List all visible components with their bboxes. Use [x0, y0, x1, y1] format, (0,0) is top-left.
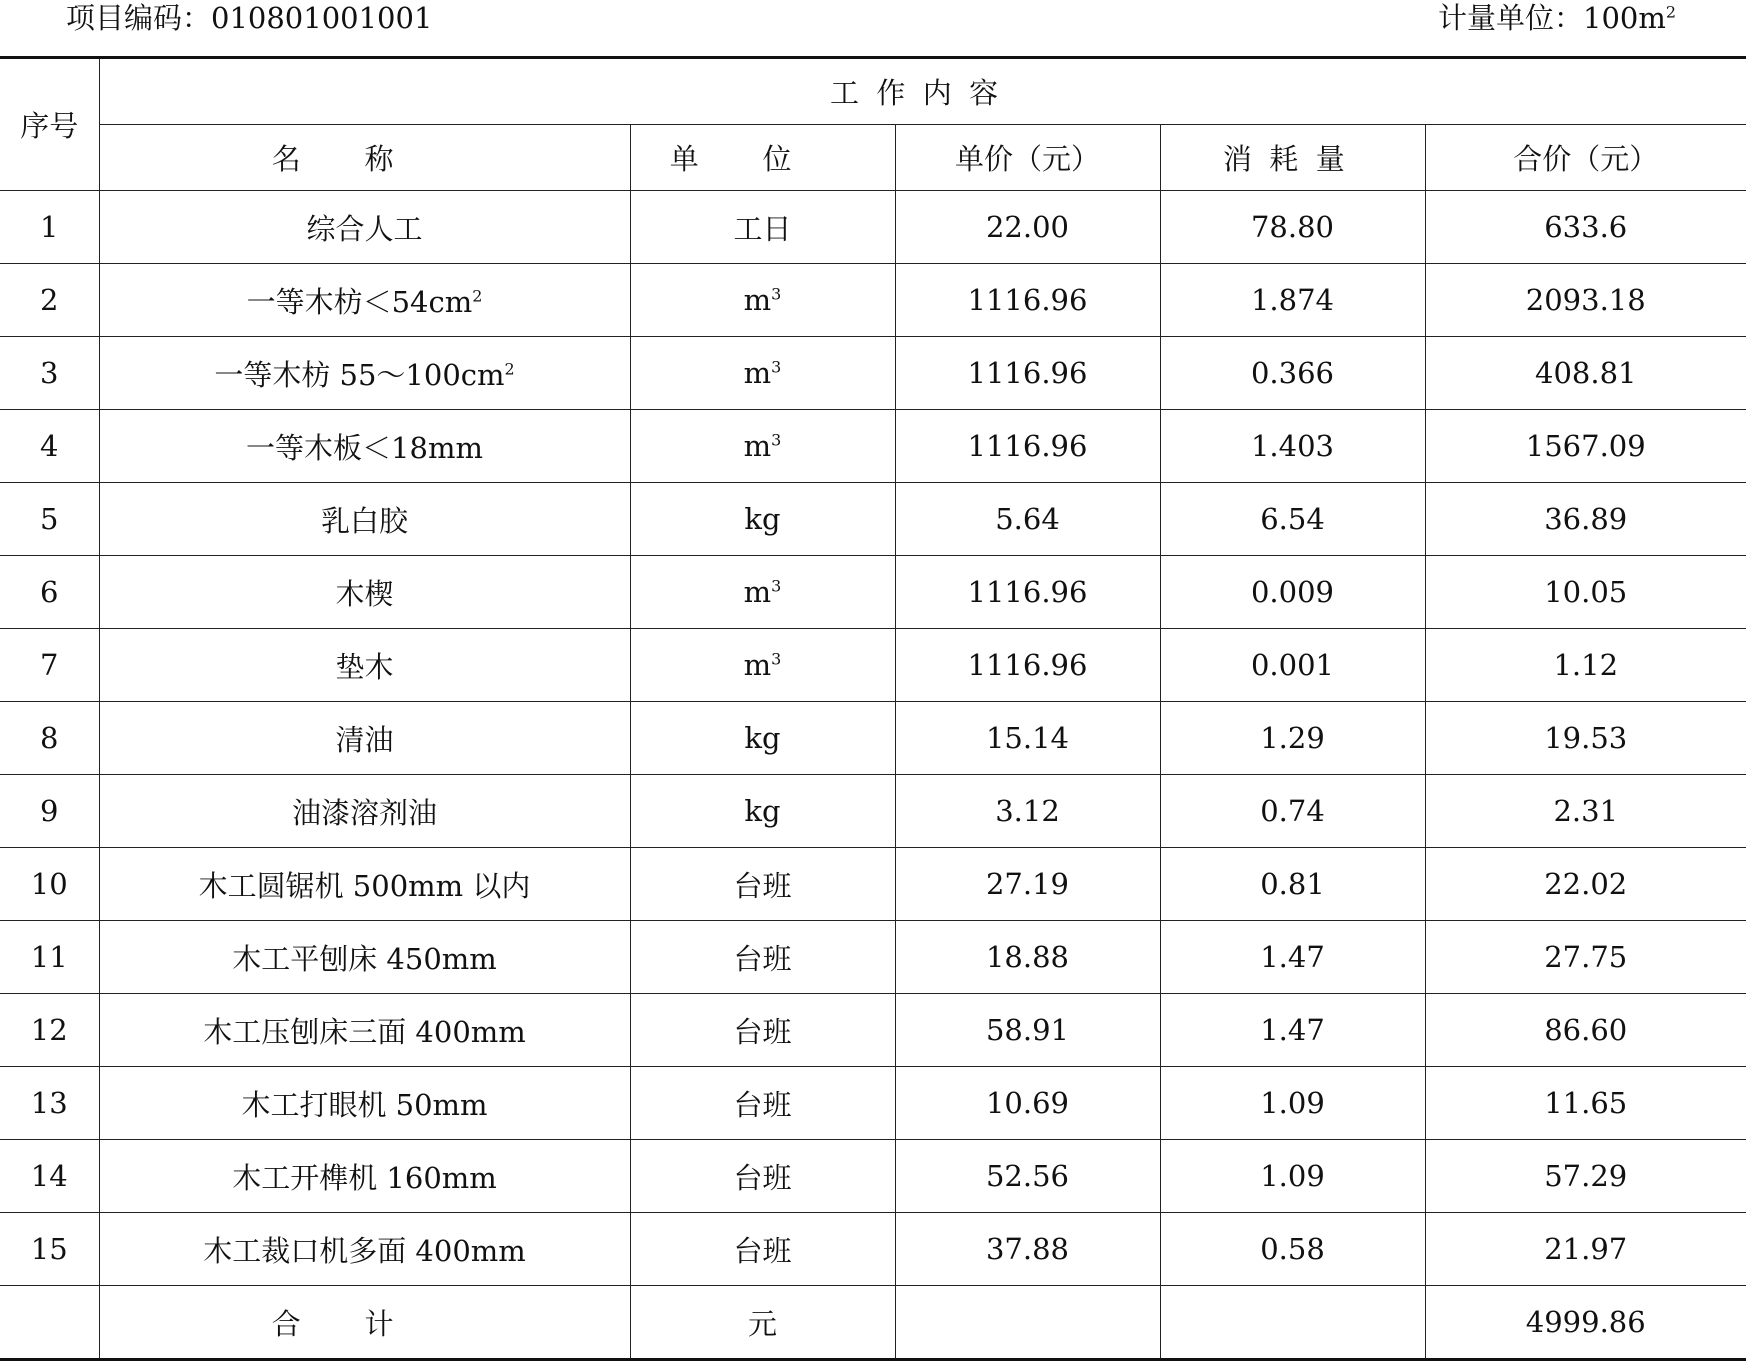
row-consumption: 0.58 — [1160, 1213, 1425, 1286]
row-price: 18.88 — [895, 921, 1160, 994]
row-price: 3.12 — [895, 775, 1160, 848]
table-row — [0, 1213, 1746, 1286]
row-unit — [630, 191, 895, 264]
table-row — [0, 775, 1746, 848]
row-unit — [630, 702, 895, 775]
row-price: 22.00 — [895, 191, 1160, 264]
row-total: 57.29 — [1425, 1140, 1746, 1213]
row-index: 5 — [0, 483, 99, 556]
row-name — [99, 410, 630, 483]
summary-consumption — [1160, 1286, 1425, 1360]
quota-table — [0, 56, 1746, 1361]
row-index: 7 — [0, 629, 99, 702]
row-name-text: 乳白胶 — [320, 503, 408, 538]
row-price: 58.91 — [895, 994, 1160, 1067]
row-unit-text: 台班 — [733, 1014, 792, 1049]
table-row — [0, 702, 1746, 775]
row-name — [99, 921, 630, 994]
row-consumption: 0.009 — [1160, 556, 1425, 629]
row-index: 6 — [0, 556, 99, 629]
row-total: 1.12 — [1425, 629, 1746, 702]
summary-row — [0, 1286, 1746, 1360]
table-row — [0, 337, 1746, 410]
row-total: 86.60 — [1425, 994, 1746, 1067]
row-price: 5.64 — [895, 483, 1160, 556]
row-name-sup: 2 — [472, 285, 483, 305]
row-total: 2.31 — [1425, 775, 1746, 848]
row-name — [99, 1140, 630, 1213]
row-total: 11.65 — [1425, 1067, 1746, 1140]
row-total: 19.53 — [1425, 702, 1746, 775]
row-unit — [630, 1213, 895, 1286]
row-unit-text: m — [743, 648, 772, 682]
row-name — [99, 775, 630, 848]
row-name-text: 木工开榫机 160mm — [232, 1160, 497, 1195]
row-total: 22.02 — [1425, 848, 1746, 921]
row-total: 1567.09 — [1425, 410, 1746, 483]
row-unit-sup: 3 — [771, 357, 782, 377]
header-row-columns — [0, 125, 1746, 191]
row-unit-text: 台班 — [733, 1160, 792, 1195]
row-unit-sup: 3 — [771, 430, 782, 450]
row-name-text: 一等木枋 55～100cm — [214, 357, 505, 392]
row-price: 1116.96 — [895, 556, 1160, 629]
row-total: 633.6 — [1425, 191, 1746, 264]
row-total: 2093.18 — [1425, 264, 1746, 337]
row-unit-text: 台班 — [733, 1233, 792, 1268]
row-index: 14 — [0, 1140, 99, 1213]
row-unit — [630, 1067, 895, 1140]
summary-unit: 元 — [630, 1286, 895, 1360]
row-name-sup: 2 — [504, 358, 515, 378]
row-unit-text: kg — [744, 721, 781, 755]
row-name — [99, 702, 630, 775]
row-consumption: 1.29 — [1160, 702, 1425, 775]
row-name — [99, 1067, 630, 1140]
row-unit — [630, 483, 895, 556]
row-name-text: 木工压刨床三面 400mm — [203, 1014, 526, 1049]
row-unit-text: m — [743, 356, 772, 390]
row-unit — [630, 848, 895, 921]
row-unit-sup: 3 — [771, 576, 782, 596]
row-unit — [630, 921, 895, 994]
row-index: 1 — [0, 191, 99, 264]
row-index: 8 — [0, 702, 99, 775]
row-consumption: 1.09 — [1160, 1067, 1425, 1140]
row-unit-text: m — [743, 283, 772, 317]
col-header-total: 合价（元） — [1425, 125, 1746, 191]
row-unit-text: kg — [744, 502, 781, 536]
row-unit — [630, 410, 895, 483]
row-price: 1116.96 — [895, 410, 1160, 483]
group-header-work: 工作内容 — [99, 58, 1746, 125]
row-index: 9 — [0, 775, 99, 848]
row-name-text: 综合人工 — [306, 211, 423, 246]
row-consumption: 1.47 — [1160, 921, 1425, 994]
row-name-text: 木工裁口机多面 400mm — [203, 1233, 526, 1268]
row-unit-text: 台班 — [733, 1087, 792, 1122]
row-unit — [630, 994, 895, 1067]
row-price: 52.56 — [895, 1140, 1160, 1213]
table-row — [0, 1067, 1746, 1140]
row-consumption: 0.366 — [1160, 337, 1425, 410]
table-row — [0, 556, 1746, 629]
row-consumption: 1.47 — [1160, 994, 1425, 1067]
col-header-name: 名称 — [99, 125, 630, 191]
table-row — [0, 410, 1746, 483]
row-consumption: 1.874 — [1160, 264, 1425, 337]
row-name-text: 垫木 — [335, 649, 394, 684]
row-unit — [630, 629, 895, 702]
row-unit — [630, 1140, 895, 1213]
table-row — [0, 191, 1746, 264]
row-consumption: 0.74 — [1160, 775, 1425, 848]
row-unit-text: 台班 — [733, 868, 792, 903]
row-index: 12 — [0, 994, 99, 1067]
row-total: 27.75 — [1425, 921, 1746, 994]
row-unit-text: 工日 — [733, 211, 792, 246]
summary-total: 4999.86 — [1425, 1286, 1746, 1360]
table-row — [0, 629, 1746, 702]
row-index: 3 — [0, 337, 99, 410]
row-name — [99, 629, 630, 702]
row-name-text: 一等木枋＜54cm — [246, 284, 473, 319]
summary-label: 合计 — [99, 1286, 630, 1360]
row-total: 10.05 — [1425, 556, 1746, 629]
row-price: 1116.96 — [895, 264, 1160, 337]
row-unit — [630, 264, 895, 337]
row-name — [99, 556, 630, 629]
row-unit-text: m — [743, 575, 772, 609]
row-unit-sup: 3 — [771, 649, 782, 669]
col-header-index: 序号 — [0, 58, 99, 191]
row-name — [99, 483, 630, 556]
row-unit — [630, 337, 895, 410]
measure-unit — [1438, 0, 1676, 36]
row-index: 10 — [0, 848, 99, 921]
row-unit-text: kg — [744, 794, 781, 828]
row-price: 37.88 — [895, 1213, 1160, 1286]
col-header-unit: 单位 — [630, 125, 895, 191]
row-price: 1116.96 — [895, 629, 1160, 702]
summary-index — [0, 1286, 99, 1360]
row-index: 15 — [0, 1213, 99, 1286]
table-row — [0, 848, 1746, 921]
row-name-text: 木楔 — [335, 576, 394, 611]
row-unit-text: m — [743, 429, 772, 463]
table-row — [0, 921, 1746, 994]
measure-unit-sup: 2 — [1665, 2, 1676, 22]
summary-price — [895, 1286, 1160, 1360]
row-name — [99, 1213, 630, 1286]
row-name — [99, 337, 630, 410]
row-unit — [630, 556, 895, 629]
row-price: 10.69 — [895, 1067, 1160, 1140]
row-index: 11 — [0, 921, 99, 994]
row-index: 13 — [0, 1067, 99, 1140]
row-name-text: 木工打眼机 50mm — [241, 1087, 488, 1122]
row-name-text: 木工圆锯机 500mm 以内 — [198, 868, 531, 903]
col-header-price: 单价（元） — [895, 125, 1160, 191]
table-row — [0, 1140, 1746, 1213]
row-price: 1116.96 — [895, 337, 1160, 410]
col-header-consumption: 消耗量 — [1160, 125, 1425, 191]
row-index: 2 — [0, 264, 99, 337]
row-total: 21.97 — [1425, 1213, 1746, 1286]
row-total: 408.81 — [1425, 337, 1746, 410]
row-unit — [630, 775, 895, 848]
row-name — [99, 264, 630, 337]
row-consumption: 6.54 — [1160, 483, 1425, 556]
row-total: 36.89 — [1425, 483, 1746, 556]
row-name — [99, 848, 630, 921]
item-code: 项目编码：010801001001 — [66, 1, 433, 35]
row-price: 15.14 — [895, 702, 1160, 775]
row-name-text: 清油 — [335, 722, 394, 757]
row-consumption: 0.001 — [1160, 629, 1425, 702]
row-name-text: 一等木板＜18mm — [246, 430, 483, 465]
row-consumption: 1.09 — [1160, 1140, 1425, 1213]
header-row-group — [0, 58, 1746, 125]
row-consumption: 78.80 — [1160, 191, 1425, 264]
row-name — [99, 191, 630, 264]
row-index: 4 — [0, 410, 99, 483]
table-row — [0, 483, 1746, 556]
document-header — [0, 0, 1746, 50]
measure-unit-text: 计量单位：100m — [1438, 1, 1666, 35]
row-unit-text: 台班 — [733, 941, 792, 976]
row-price: 27.19 — [895, 848, 1160, 921]
row-unit-sup: 3 — [771, 284, 782, 304]
row-name-text: 木工平刨床 450mm — [232, 941, 497, 976]
row-name — [99, 994, 630, 1067]
table-row — [0, 994, 1746, 1067]
row-consumption: 0.81 — [1160, 848, 1425, 921]
row-name-text: 油漆溶剂油 — [291, 795, 437, 830]
row-consumption: 1.403 — [1160, 410, 1425, 483]
table-row — [0, 264, 1746, 337]
